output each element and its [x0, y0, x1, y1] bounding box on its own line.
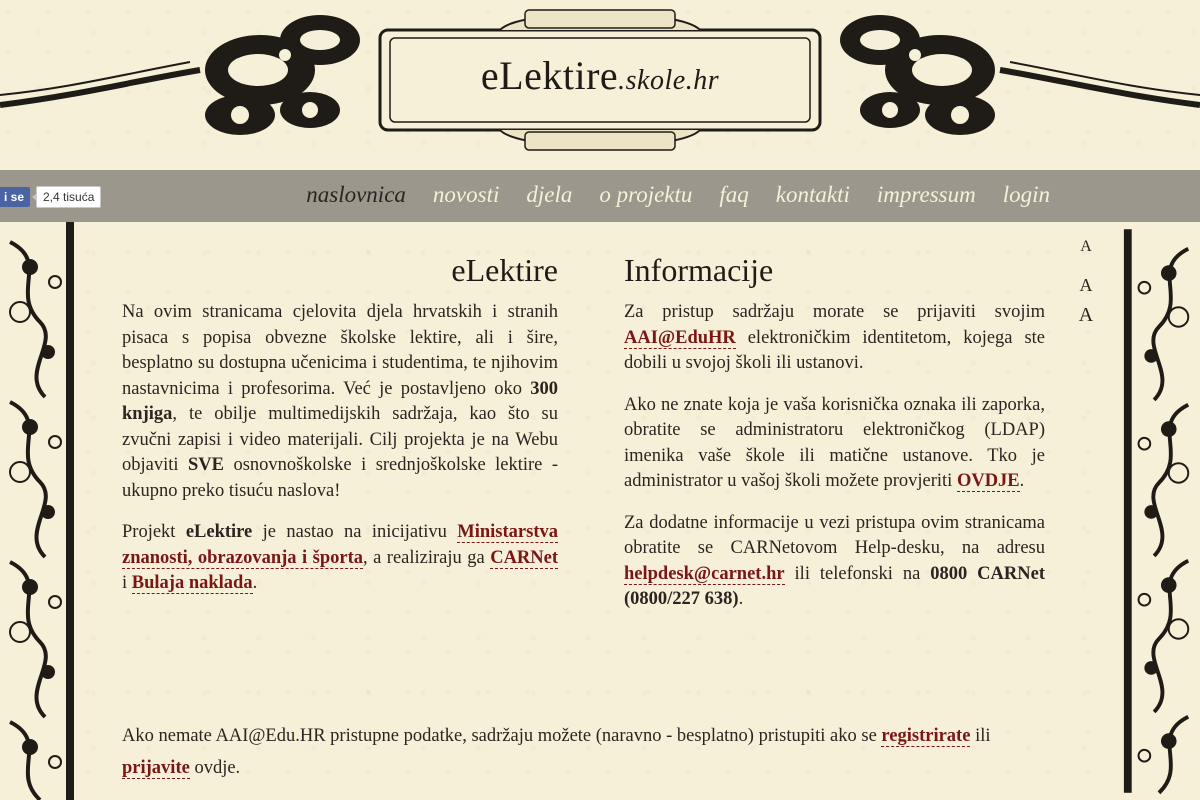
font-size-small-button[interactable]: A: [1080, 238, 1092, 255]
main-menu: [306, 182, 1050, 208]
nav-item-novosti[interactable]: novosti: [432, 182, 500, 207]
nav-item-impressum[interactable]: impressum: [876, 182, 976, 207]
login-link[interactable]: prijavite: [122, 758, 190, 778]
nav-item-login[interactable]: login: [1002, 182, 1050, 207]
nav-item-o-projektu[interactable]: o projektu: [599, 182, 693, 207]
facebook-like-count: 2,4 tisuća: [36, 186, 101, 208]
register-link[interactable]: registrirate: [881, 726, 971, 746]
facebook-like-button[interactable]: i se: [0, 187, 30, 207]
logo-brand: eLektire: [480, 53, 619, 98]
navigation-bar: [0, 170, 1200, 222]
ministry-link[interactable]: Ministarstva znanosti, obrazovanja i športa: [122, 522, 558, 568]
intro-column: [122, 250, 558, 613]
font-size-large-button[interactable]: A: [1078, 304, 1094, 326]
nav-item-naslovnica[interactable]: naslovnica: [306, 182, 406, 207]
project-paragraph: Projekt eLektire je nastao na inicijativu Ministarstva znanosti, obrazovanja i športa, a realiziraju ga CARNet i Bulaja naklada.: [122, 522, 559, 593]
helpdesk-email-link[interactable]: helpdesk@carnet.hr: [624, 563, 785, 584]
font-size-medium-button[interactable]: A: [1079, 275, 1093, 295]
facebook-like-widget: [0, 186, 101, 208]
ovdje-link[interactable]: OVDJE: [956, 471, 1020, 491]
intro-heading: eLektire: [451, 252, 558, 288]
carnet-link[interactable]: CARNet: [490, 547, 559, 568]
bulaja-link[interactable]: Bulaja naklada: [131, 573, 253, 593]
helpdesk-paragraph: Za dodatne informacije u vezi pristupa ovim stranicama obratite se CARNetovom Help-desku, na adresu helpdesk@carnet.hr ili telefonski na 0800 CARNet (0800/227 638).: [624, 512, 1045, 609]
aai-eduhr-link[interactable]: AAI@EduHR: [624, 327, 736, 348]
nav-item-djela[interactable]: djela: [526, 182, 573, 207]
font-size-controls: [1074, 238, 1098, 334]
site-logo[interactable]: [440, 52, 760, 99]
info-heading: Informacije: [624, 252, 774, 288]
info-column: [624, 250, 1045, 629]
registration-note: Ako nemate AAI@Edu.HR pristupne podatke, sadržaju možete (naravno - besplatno) pristupiti ako se registrirate ili prijavite ovdje.: [122, 726, 991, 778]
nav-item-kontakti[interactable]: kontakti: [775, 182, 850, 207]
right-ornamental-border: [1120, 222, 1198, 800]
site-header: [0, 0, 1200, 170]
logo-domain: .skole.hr: [618, 65, 720, 96]
access-paragraph: Za pristup sadržaju morate se prijaviti svojim AAI@EduHR elektroničkim identitetom, kojega ste dobili u svojoj školi ili ustanovi.: [624, 302, 1045, 373]
nav-item-faq[interactable]: faq: [719, 182, 749, 207]
left-ornamental-border: [0, 222, 78, 800]
intro-paragraph: Na ovim stranicama cjelovita djela hrvatskih i stranih pisaca s popisa obvezne školske lektire, ali i šire, besplatno su dostupna učenicima i studentima, te njihovim nastavnicima i profesorima. Već je postavljeno oko 300 knjiga, te obilje multimedijskih sadržaja, kao što su zvučni zapisi i video materijali. Cilj projekta je na Webu objaviti SVE osnovnoškolske i srednjoškolske lektire - ukupno preko tisuću naslova!: [122, 302, 558, 501]
admin-paragraph: Ako ne znate koja je vaša korisnička oznaka ili zaporka, obratite se administratoru elektroničkog (LDAP) imenika vaše škole ili matične ustanove. Tko je administrator u vašoj školi možete provjeriti OVDJE.: [624, 394, 1045, 491]
